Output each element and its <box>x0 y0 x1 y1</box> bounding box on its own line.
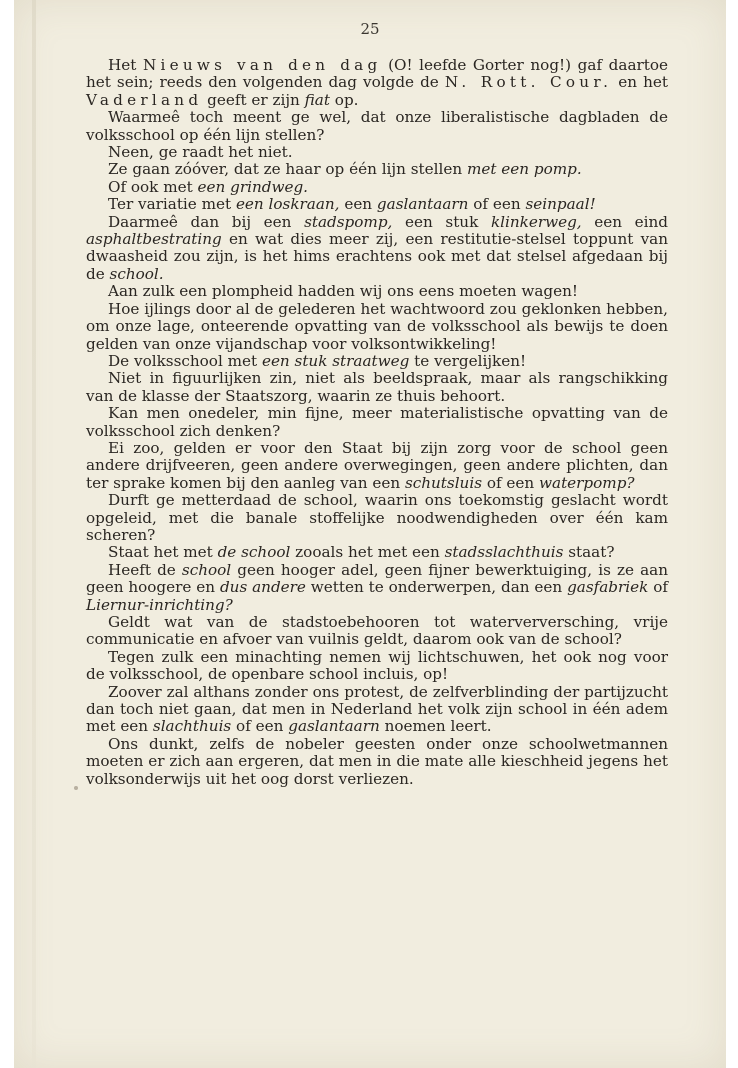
italic-text-run: een loskraan, <box>235 195 340 214</box>
text-run: Daarmeê dan bij een <box>108 212 305 231</box>
italic-text-run: Liernur-inrichting? <box>86 595 233 614</box>
text-run: Durft ge metterdaad de school, waarin ons toekomstig geslacht wordt opgeleid, met die banale stoffelijke noodwendigheden over één kam scheren? <box>86 491 668 544</box>
italic-text-run: stadspomp, <box>304 212 393 231</box>
text-run: Tegen zulk een minachting nemen wij lichtschuwen, het ook nog voor de volksschool, de openbare school incluis, op! <box>86 647 668 684</box>
page-number: 25 <box>360 20 380 38</box>
italic-text-run: gaslantaarn <box>376 195 469 214</box>
text-run: of een <box>468 195 526 214</box>
text-run: een <box>339 195 377 214</box>
text-run: Neen, ge raadt het niet. <box>108 143 293 162</box>
italic-text-run: dus andere <box>219 578 306 597</box>
paragraph <box>86 492 668 544</box>
italic-text-run: waterpomp? <box>539 473 635 492</box>
ink-speck <box>74 786 78 790</box>
spaced-title-run: N. Rott. Cour. <box>444 73 613 92</box>
italic-text-run: school <box>181 560 232 579</box>
text-run: Ter variatie met <box>108 195 236 214</box>
paragraph <box>86 196 668 213</box>
paragraph <box>86 370 668 405</box>
book-page <box>14 0 726 1068</box>
paragraph <box>86 353 668 370</box>
italic-text-run: de school <box>217 543 291 562</box>
paragraph <box>86 684 668 736</box>
paragraph <box>86 649 668 684</box>
text-run: De volksschool met <box>108 351 262 370</box>
italic-text-run: slachthuis <box>152 717 232 736</box>
paragraph <box>86 562 668 614</box>
italic-text-run: stadsslachthuis <box>444 543 564 562</box>
paragraph <box>86 440 668 492</box>
text-run: staat? <box>563 543 615 562</box>
paragraph <box>86 283 668 300</box>
paragraph <box>86 161 668 178</box>
text-run: geeft er zijn <box>202 90 305 109</box>
paragraph <box>86 405 668 440</box>
page-binding-shadow <box>32 0 36 1068</box>
italic-text-run: een grindweg. <box>197 177 309 196</box>
italic-text-run: gaslantaarn <box>288 717 380 736</box>
text-run: op. <box>329 90 359 109</box>
italic-text-run: asphaltbestrating <box>86 230 222 249</box>
spaced-title-run: Vaderland <box>86 90 203 109</box>
text-run: geen hooger adel, geen fijner bewerktuiging, is ze aan geen hoogere en <box>86 560 669 597</box>
text-run: een stuk <box>392 212 491 231</box>
text-run: Het <box>108 56 143 74</box>
text-run: Ze gaan zóóver, dat ze haar op één lijn stellen <box>108 160 467 179</box>
text-run: zooals het met een <box>290 543 445 562</box>
italic-text-run: klinkerweg, <box>490 212 582 231</box>
italic-text-run: schutsluis <box>404 473 482 492</box>
text-run: en het <box>612 73 668 92</box>
text-run: een eind <box>581 212 669 231</box>
text-run: Of ook met <box>108 177 198 196</box>
text-run: Hoe ijlings door al de gelederen het wachtwoord zou geklonken hebben, om onze lage, onteerende opvatting van de volksschool als bewijs te doen gelden van onze vijandschap voor volksontwikkeling! <box>86 299 668 353</box>
italic-text-run: met een pomp. <box>466 160 582 179</box>
paragraph <box>86 57 668 109</box>
italic-text-run: een stuk straatweg <box>261 351 410 370</box>
italic-text-run: seinpaal! <box>525 195 596 214</box>
paragraph <box>86 214 668 284</box>
spaced-title-run: Nieuws van den dag <box>142 56 382 74</box>
text-run: Aan zulk een plompheid hadden wij ons eens moeten wagen! <box>108 282 578 301</box>
paragraph <box>86 109 668 144</box>
text-run: of een <box>231 717 289 736</box>
text-run: Staat het met <box>108 543 218 562</box>
paragraph <box>86 301 668 353</box>
paragraph <box>86 144 668 161</box>
text-run: (O! leefde Gorter nog!) gaf daartoe het sein; reeds den volgenden dag volgde de <box>86 56 668 92</box>
italic-text-run: fiat <box>304 90 330 109</box>
text-run: Heeft de <box>108 560 182 579</box>
text-run: Zoover zal althans zonder ons protest, de zelfverblinding der partijzucht dan toch niet gaan, dat men in Nederland het volk zijn school in één adem met een <box>86 682 668 736</box>
text-run: noemen leert. <box>379 717 492 736</box>
italic-text-run: gasfabriek <box>567 578 649 597</box>
text-run: en wat dies meer zij, een restitutie-stelsel toppunt van dwaasheid zou zijn, is het hims erachtens ook met dat stelsel afgedaan bij de <box>86 230 668 283</box>
paragraph <box>86 736 668 788</box>
text-run: te vergelijken! <box>409 351 527 370</box>
text-run: Niet in figuurlijken zin, niet als beeldspraak, maar als rangschikking van de klasse der Staatszorg, waarin ze thuis behoort. <box>86 369 668 405</box>
text-run: Kan men onedeler, min fijne, meer materialistische opvatting van de volksschool zich denken? <box>86 404 668 440</box>
paragraph <box>86 179 668 196</box>
text-run: Waarmeê toch meent ge wel, dat onze liberalistische dagbladen de volksschool op één lijn stellen? <box>86 108 668 144</box>
text-run: Ei zoo, gelden er voor den Staat bij zijn zorg voor de school geen andere drijfveeren, geen andere overwegingen, geen andere plichten, dan ter sprake komen bij den aanleg van een <box>86 438 668 492</box>
page-body-text <box>86 57 668 788</box>
text-run: Geldt wat van de stadstoebehooren tot waterverversching, vrije communicatie en afvoer van vuilnis geldt, daarom ook van de school? <box>86 613 668 649</box>
text-run: of <box>648 578 668 597</box>
paragraph <box>86 614 668 649</box>
text-run: wetten te onderwerpen, dan een <box>305 578 568 597</box>
italic-text-run: school. <box>109 264 164 283</box>
text-run: of een <box>482 473 540 492</box>
paragraph <box>86 544 668 561</box>
text-run: Ons dunkt, zelfs de nobeler geesten onder onze schoolwetmannen moeten er zich aan ergeren, dat men in die mate alle kieschheid jegens het volksonderwijs uit het oog dorst verliezen. <box>86 734 668 788</box>
